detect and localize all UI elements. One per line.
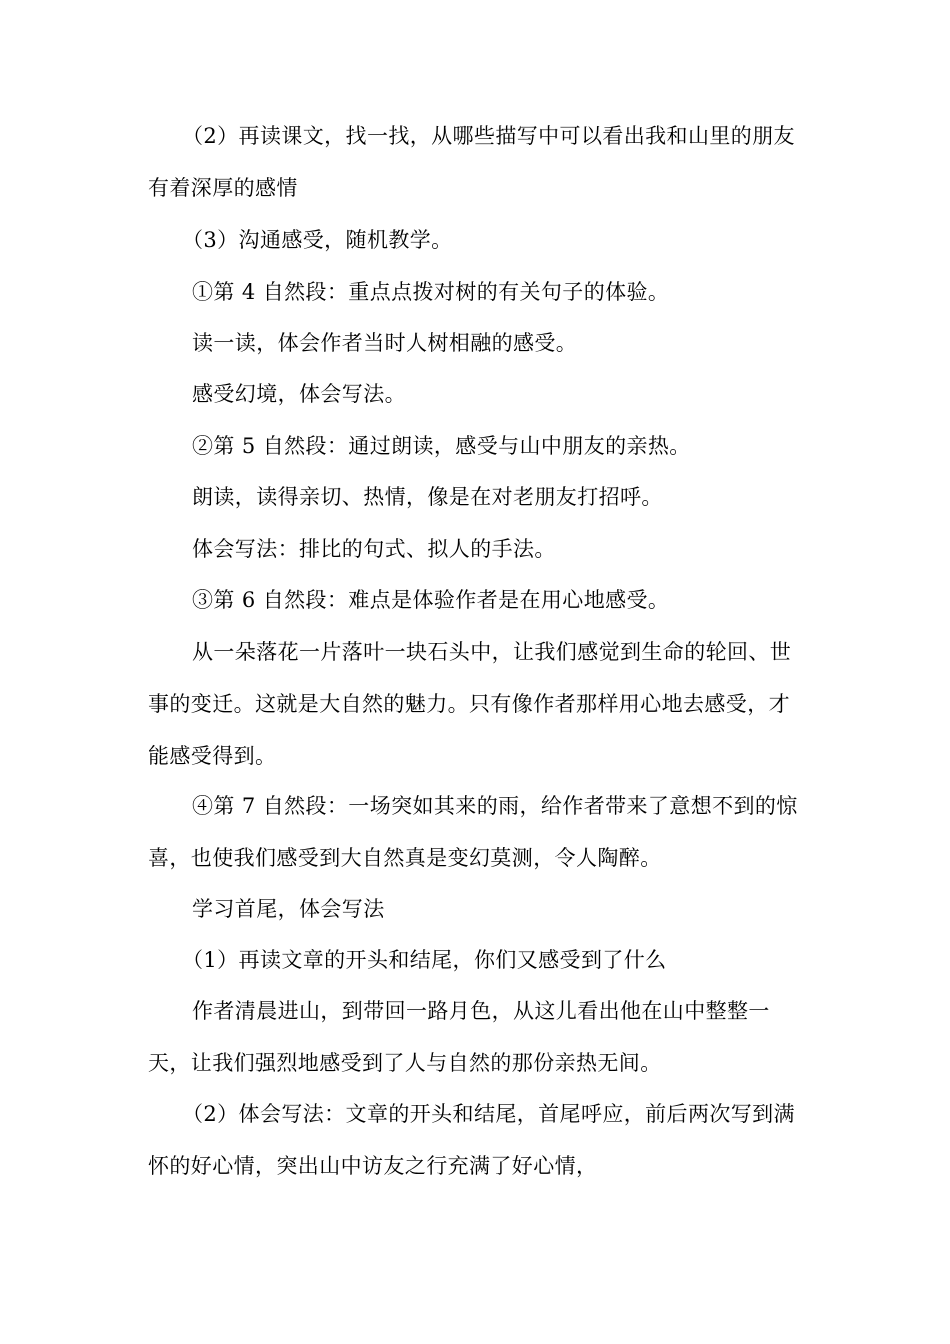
- paragraph-fantasy: 感受幻境，体会写法。: [192, 382, 406, 406]
- paragraph-section-7: ④第 7 自然段：一场突如其来的雨，给作者带来了意想不到的惊喜，也使我们感受到大自然真是变幻莫测，令人陶醉。: [148, 794, 798, 870]
- paragraph-section-5: ②第 5 自然段：通过朗读，感受与山中朋友的亲热。: [192, 434, 691, 458]
- paragraph-head-tail: 学习首尾，体会写法: [192, 897, 385, 921]
- paragraph-section-4: ①第 4 自然段：重点点拨对树的有关句子的体验。: [192, 280, 670, 304]
- paragraph-writing-technique: 体会写法：排比的句式、拟人的手法。: [192, 537, 556, 561]
- paragraph-reread-friendship: （2）再读课文，找一找，从哪些描写中可以看出我和山里的朋友有着深厚的感情: [148, 124, 795, 200]
- paragraph-share-feelings: （3）沟通感受，随机教学。: [182, 228, 453, 252]
- paragraph-morning-mountain: 作者清晨进山，到带回一路月色，从这儿看出他在山中整整一天，让我们强烈地感受到了人与自然的那份亲热无间。: [148, 999, 770, 1075]
- paragraph-section-6: ③第 6 自然段：难点是体验作者是在用心地感受。: [192, 588, 670, 612]
- paragraph-echo-structure: （2）体会写法：文章的开头和结尾，首尾呼应，前后两次写到满怀的好心情，突出山中访友之行充满了好心情，: [148, 1102, 795, 1178]
- paragraph-reading-warmly: 朗读，读得亲切、热情，像是在对老朋友打招呼。: [192, 485, 663, 509]
- paragraph-read-aloud: 读一读，体会作者当时人树相融的感受。: [192, 331, 578, 355]
- paragraph-fallen-flower: 从一朵落花一片落叶一块石头中，让我们感觉到生命的轮回、世事的变迁。这就是大自然的魅力。只有像作者那样用心地去感受，才能感受得到。: [148, 640, 792, 768]
- paragraph-reread-opening: （1）再读文章的开头和结尾，你们又感受到了什么: [182, 948, 667, 972]
